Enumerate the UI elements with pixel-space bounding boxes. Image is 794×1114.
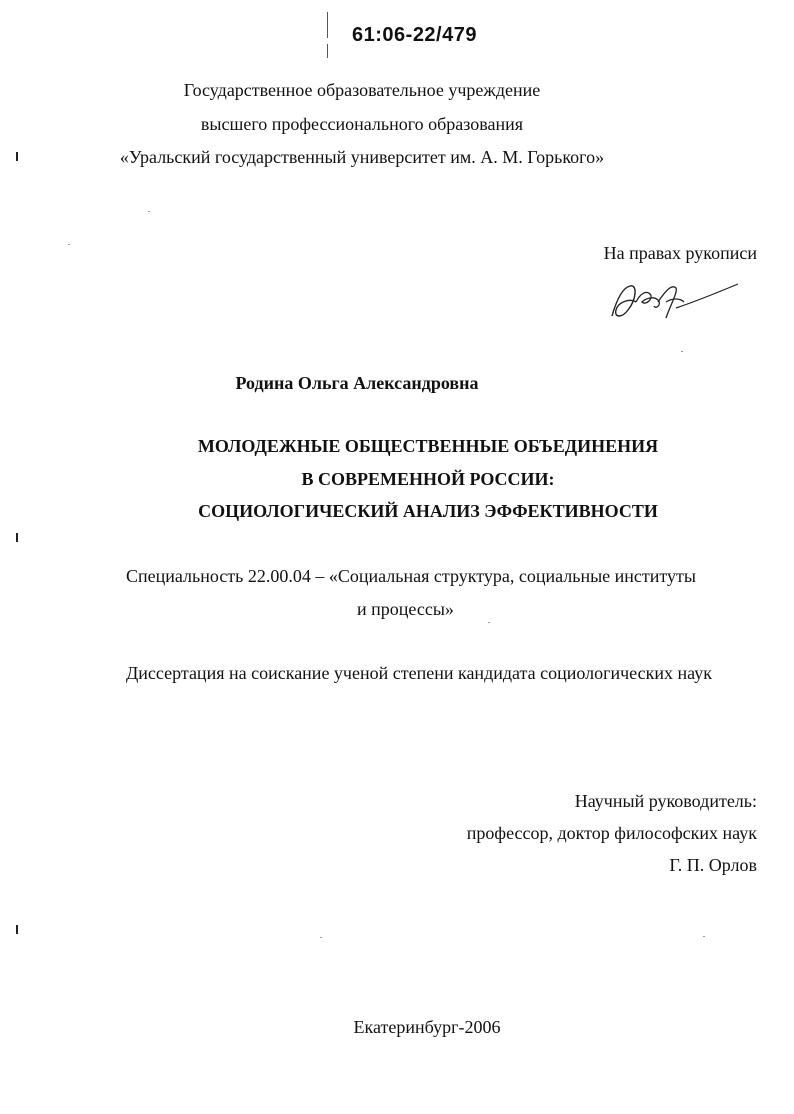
institution-line-3: «Уральский государственный университет им. А. М. Горького» (119, 147, 605, 167)
dissertation-statement: Диссертация на соискание ученой степени кандидата социологических наук (126, 663, 712, 683)
scan-speck (68, 244, 70, 245)
supervisor-label: Научный руководитель: (574, 791, 757, 811)
signature (606, 272, 746, 324)
supervisor-name: Г. П. Орлов (669, 855, 757, 875)
scan-margin-mark (16, 152, 18, 161)
archive-code: 61:06-22/479 (352, 24, 477, 46)
scan-speck (488, 622, 490, 623)
institution-line-2: высшего профессионального образования (200, 114, 524, 134)
scan-speck (320, 937, 322, 938)
title-line-3: СОЦИОЛОГИЧЕСКИЙ АНАЛИЗ ЭФФЕКТИВНОСТИ (198, 501, 658, 521)
supervisor-position: профессор, доктор философских наук (466, 823, 757, 843)
scan-margin-mark (16, 533, 18, 542)
archive-stamp-line (327, 12, 328, 38)
scan-speck (681, 351, 683, 352)
author-name: Родина Ольга Александровна (235, 373, 479, 393)
scan-speck (703, 936, 705, 937)
title-line-2: В СОВРЕМЕННОЙ РОССИИ: (301, 469, 555, 489)
city-year: Екатеринбург-2006 (353, 1017, 501, 1037)
specialty-line-1: Специальность 22.00.04 – «Социальная структура, социальные институты (126, 566, 697, 586)
institution-line-1: Государственное образовательное учреждение (183, 80, 541, 100)
rights-note: На правах рукописи (603, 243, 757, 263)
scan-margin-mark (16, 925, 18, 934)
title-line-1: МОЛОДЕЖНЫЕ ОБЩЕСТВЕННЫЕ ОБЪЕДИНЕНИЯ (197, 436, 659, 456)
archive-stamp-line (327, 44, 328, 58)
specialty-line-2: и процессы» (357, 599, 454, 619)
scan-speck (148, 211, 150, 212)
